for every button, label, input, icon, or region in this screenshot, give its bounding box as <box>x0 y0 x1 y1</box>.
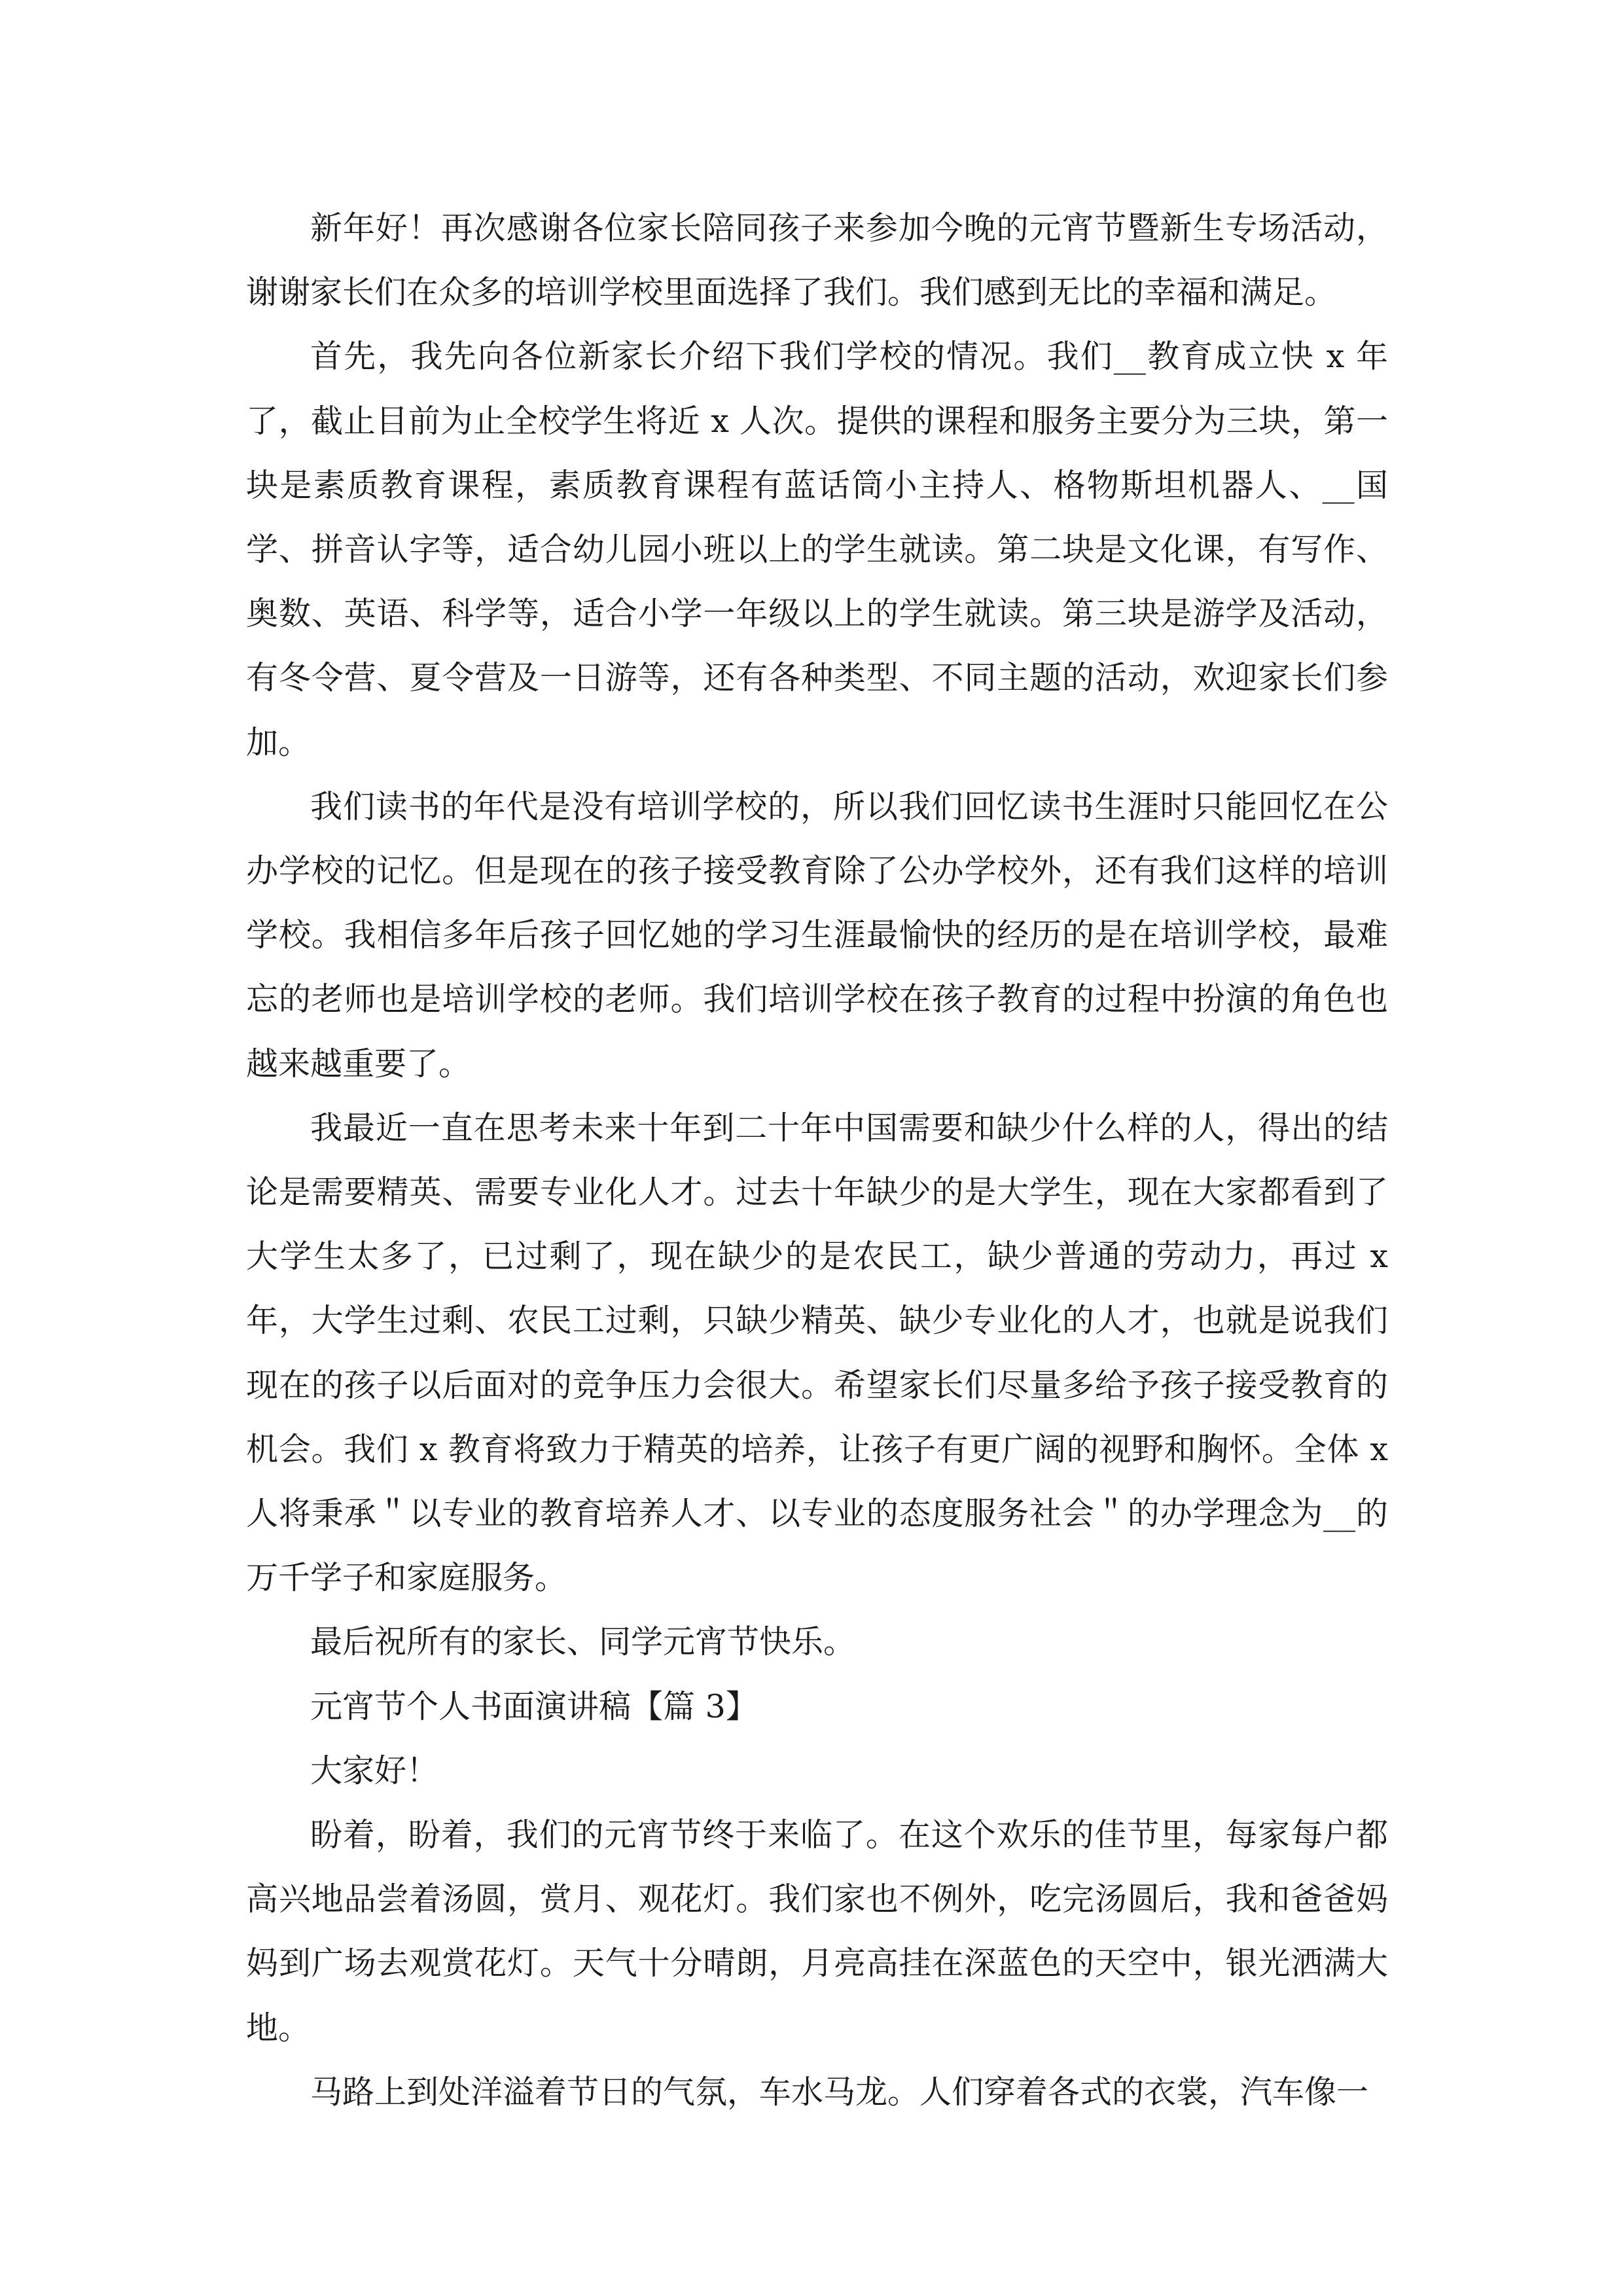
paragraph-school-introduction: 首先，我先向各位新家长介绍下我们学校的情况。我们__教育成立快 x 年了，截止目前为止全校学生将近 x 人次。提供的课程和服务主要分为三块，第一块是素质教育课程，素质教育课程有蓝话筒小主持人、格物斯坦机器人、__国学、拼音认字等，适合幼儿园小班以上的学生就读。第二块是文化课，有写作、奥数、英语、科学等，适合小学一年级以上的学生就读。第三块是游学及活动，有冬令营、夏令营及一日游等，还有各种类型、不同主题的活动，欢迎家长们参加。 <box>246 338 1388 761</box>
paragraph-greeting-thanks: 新年好！再次感谢各位家长陪同孩子来参加今晚的元宵节暨新生专场活动，谢谢家长们在众多的培训学校里面选择了我们。我们感到无比的幸福和满足。 <box>246 209 1388 312</box>
paragraph-salutation: 大家好！ <box>310 1751 439 1789</box>
paragraph-training-school-memories: 我们读书的年代是没有培训学校的，所以我们回忆读书生涯时只能回忆在公办学校的记忆。但是现在的孩子接受教育除了公办学校外，还有我们这样的培训学校。我相信多年后孩子回忆她的学习生涯最愉快的经历的是在培训学校，最难忘的老师也是培训学校的老师。我们培训学校在孩子教育的过程中扮演的角色也越来越重要了。 <box>246 787 1388 1083</box>
paragraph-closing-wishes: 最后祝所有的家长、同学元宵节快乐。 <box>310 1623 856 1661</box>
paragraph-future-talent: 我最近一直在思考未来十年到二十年中国需要和缺少什么样的人，得出的结论是需要精英、需要专业化人才。过去十年缺少的是大学生，现在大家都看到了大学生太多了，已过剩了，现在缺少的是农民工，缺少普通的劳动力，再过 x 年，大学生过剩、农民工过剩，只缺少精英、缺少专业化的人才，也就是说我们现在的孩子以后面对的竞争压力会很大。希望家长们尽量多给予孩子接受教育的机会。我们 x 教育将致力于精英的培养，让孩子有更广阔的视野和胸怀。全体 x 人将秉承＂以专业的教育培养人才、以专业的态度服务社会＂的办学理念为__的万千学子和家庭服务。 <box>246 1109 1388 1597</box>
section-heading: 元宵节个人书面演讲稿【篇 3】 <box>310 1687 758 1725</box>
paragraph-street-scene: 马路上到处洋溢着节日的气氛，车水马龙。人们穿着各式的衣裳，汽车像一 <box>310 2073 1369 2111</box>
document-body <box>246 196 1388 2125</box>
paragraph-lantern-festival: 盼着，盼着，我们的元宵节终于来临了。在这个欢乐的佳节里，每家每户都高兴地品尝着汤圆，赏月、观花灯。我们家也不例外，吃完汤圆后，我和爸爸妈妈到广场去观赏花灯。天气十分晴朗，月亮高挂在深蓝色的天空中，银光洒满大地。 <box>246 1816 1388 2047</box>
